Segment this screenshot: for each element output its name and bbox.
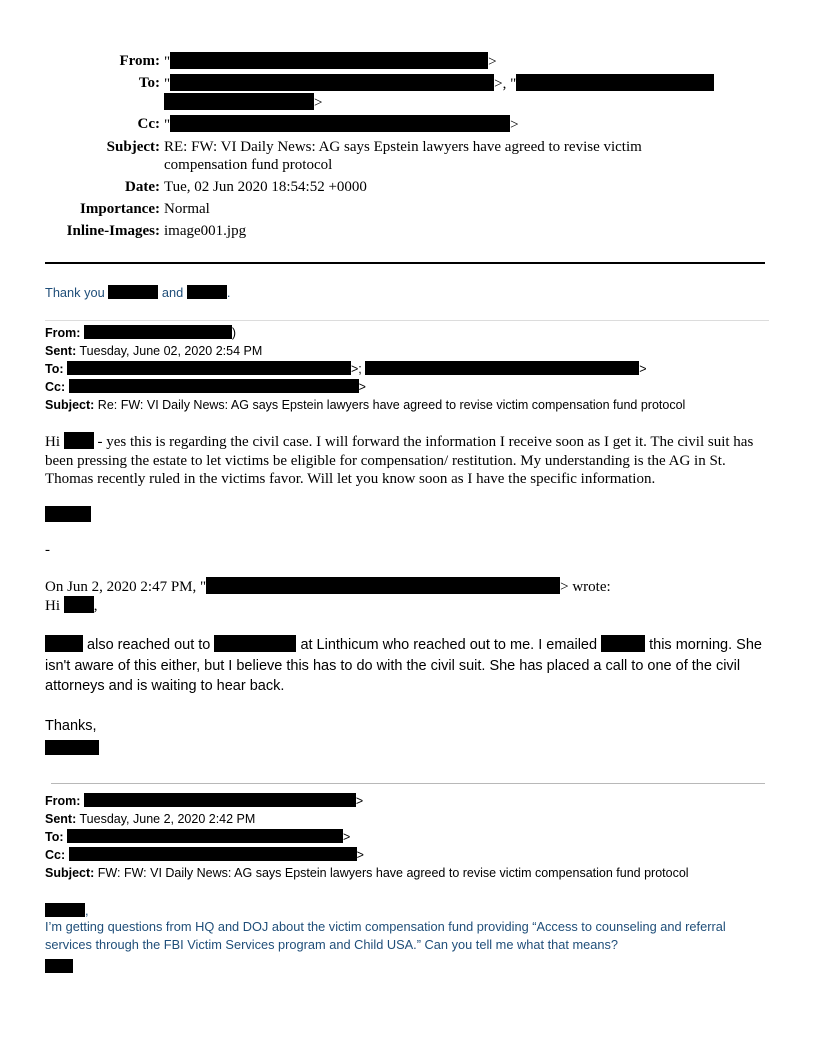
message1-from: From: ) [45,326,237,340]
date-label: Date: [125,179,160,195]
cc-label: Cc: [137,116,160,132]
signature-redaction [45,506,775,524]
redacted-block [365,361,639,375]
separator: >, " [494,76,517,92]
header-divider [45,262,765,264]
quoted-signature [45,739,775,757]
message2-body: I’m getting questions from HQ and DOJ about the victim compensation fund providing “Access to counseling and referral services through the FBI Victim Services program and Child USA.” Can you tell me what that means? [45,919,726,952]
redacted-block [69,847,357,861]
to-label: To: [138,75,160,91]
subject-label: Subject: [106,139,160,155]
redacted-block [214,635,296,652]
message-divider [45,320,769,321]
message2-greeting: , [45,902,775,920]
importance-value: Normal [164,201,210,217]
redacted-block [601,635,645,652]
redacted-block [206,577,560,594]
quoted-body: also reached out to at Linthicum who reached out to me. I emailed this morning. She isn't aware of this either, but I believe this has to do with the civil suit. She has placed a call to one of the civil attorneys and is waiting to hear back. [45,637,762,694]
message2-sent: Sent: Tuesday, June 2, 2020 2:42 PM [45,812,256,826]
message2-subject: Subject: FW: FW: VI Daily News: AG says Epstein lawyers have agreed to revise victim compensation fund protocol [45,866,689,880]
message1-subject: Subject: Re: FW: VI Daily News: AG says Epstein lawyers have agreed to revise victim compensation fund protocol [45,398,686,412]
redacted-block [108,285,158,299]
angle-bracket: > [510,117,519,133]
redacted-block [67,361,351,375]
redacted-block [67,829,343,843]
message2-to: To: > [45,830,351,844]
message2-cc: Cc: > [45,848,364,862]
redacted-block [45,506,91,522]
subject-line-2: compensation fund protocol [164,157,333,173]
inline-images-label: Inline-Images: [66,223,160,239]
message1-header [45,324,775,414]
redacted-block [69,379,359,393]
redacted-block [84,325,232,339]
date-value: Tue, 02 Jun 2020 18:54:52 +0000 [164,179,367,195]
message1-body: Hi - yes this is regarding the civil case. I will forward the information I receive soon as I get it. The civil suit has been pressing the estate to let victims be eligible for compensation/ restitution. My understanding is the AG in St. Thomas recently ruled in the victims favor. Will let you know soon as I have the specific information. [45,434,754,487]
dash-line: - [45,542,50,558]
from-label: From: [119,53,160,69]
message1-sent: Sent: Tuesday, June 02, 2020 2:54 PM [45,344,263,358]
wrote-line: On Jun 2, 2020 2:47 PM, " > wrote: [45,579,611,595]
quote-mark: " [164,54,171,70]
inline-images-value: image001.jpg [164,223,247,239]
redacted-block [45,635,83,652]
message2-signature [45,958,775,976]
subject-line-1: RE: FW: VI Daily News: AG says Epstein lawyers have agreed to revise victim [164,139,642,155]
quoted-thanks: Thanks, [45,718,97,734]
message-divider [51,783,765,784]
redacted-block [64,596,94,613]
redacted-block [170,74,494,91]
redacted-block [170,52,488,69]
redacted-block [84,793,356,807]
quoted-greeting: Hi , [45,598,98,614]
message2-header [45,792,775,882]
quote-mark: " [164,76,171,92]
redacted-block [45,740,99,755]
reply-text: and [161,285,184,300]
redacted-block [187,285,227,299]
angle-bracket: > [488,54,497,70]
redacted-block [45,959,73,973]
message1-to: To: >; > [45,362,647,376]
redacted-block [516,74,714,91]
message1-cc: Cc: > [45,380,366,394]
quote-mark: " [164,117,171,133]
reply-line [45,284,775,302]
redacted-block [64,432,94,449]
reply-text: Thank you [45,285,105,300]
redacted-block [170,115,510,132]
angle-bracket: > [314,95,323,111]
reply-text: . [226,285,231,300]
message2-from: From: > [45,794,364,808]
importance-label: Importance: [80,201,160,217]
redacted-block [164,93,314,110]
redacted-block [45,903,85,917]
